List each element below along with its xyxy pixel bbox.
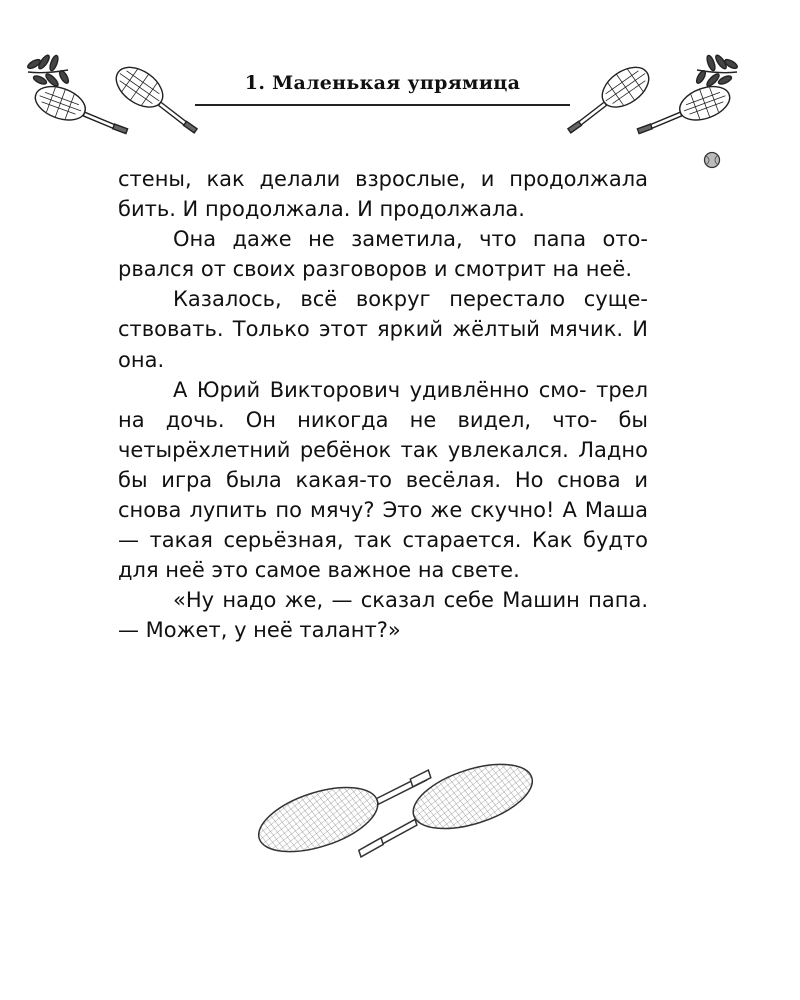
chapter-title: 1. Маленькая упрямица (244, 72, 521, 94)
tennis-rackets-left-icon (20, 50, 210, 145)
chapter-header (0, 50, 800, 150)
tennis-rackets-right-icon (555, 50, 745, 145)
paragraph: А Юрий Викторович удивлённо смо- трел на дочь. Он никогда не видел, что- бы четырёхлетний ребёнок так увлекался. Ладно бы игра была какая-то весёлая. Но снова и снова лупить по мячу? Это же скучно! А Маша — такая серьёзная, так старается. Как будто для неё это самое важное на свете. (118, 377, 648, 583)
paragraph: Казалось, всё вокруг перестало суще- ствовать. Только этот яркий жёлтый мячик. И она. (118, 287, 648, 372)
title-underline (195, 104, 570, 106)
tennis-ball-icon (703, 151, 721, 169)
paragraph: «Ну надо же, — сказал себе Машин папа. — Может, у неё талант?» (118, 588, 648, 643)
crossed-rackets-icon (248, 758, 548, 858)
paragraph: стены, как делали взрослые, и продолжала бить. И продолжала. И продолжала. (118, 167, 648, 222)
paragraph: Она даже не заметила, что папа ото- рвался от своих разговоров и смотрит на неё. (118, 227, 648, 282)
story-text (118, 164, 648, 646)
